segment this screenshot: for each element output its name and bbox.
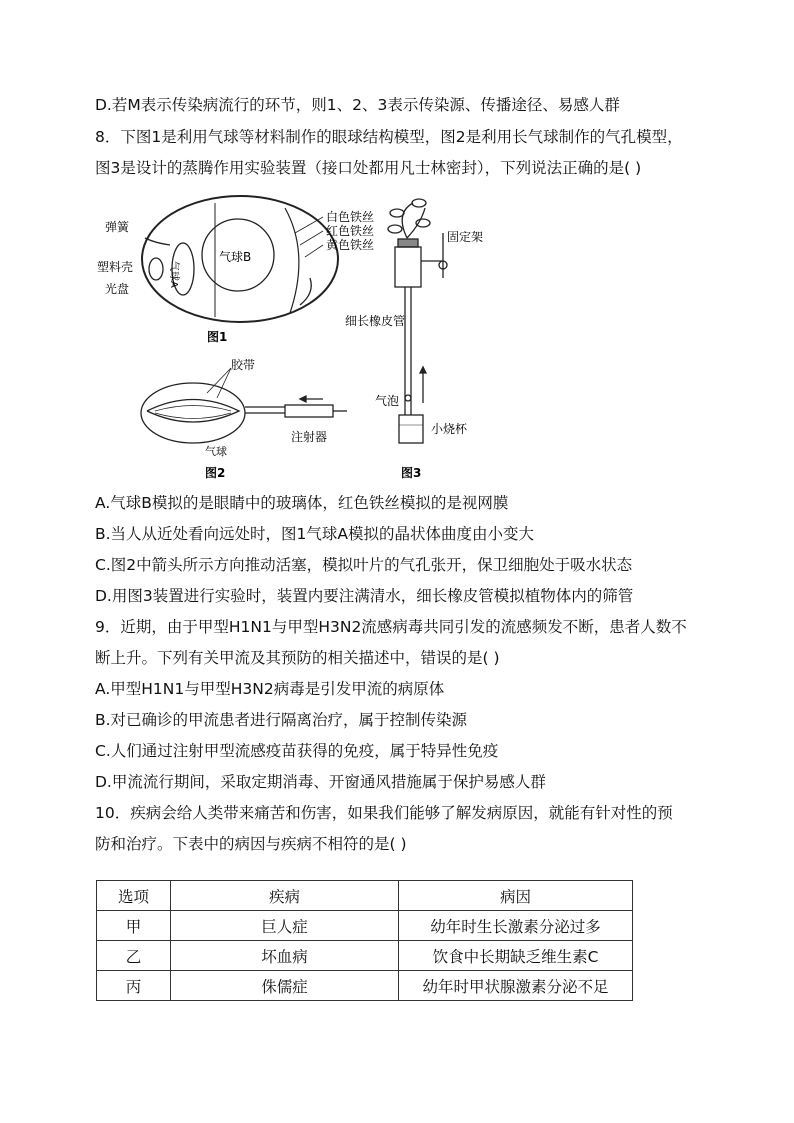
question-8-stem-1: 8．下图1是利用气球等材料制作的眼球结构模型，图2是利用长气球制作的气孔模型，: [95, 128, 683, 146]
header-option: 选项: [97, 881, 171, 911]
cell-option: 乙: [97, 941, 171, 971]
label-disc: 光盘: [105, 282, 130, 296]
label-bubble: 气泡: [375, 394, 400, 408]
question-10-stem-1: 10．疾病会给人类带来痛苦和伤害，如果我们能够了解发病原因，就能有针对性的预: [95, 804, 673, 822]
question-9-stem-2: 断上升。下列有关甲流及其预防的相关描述中，错误的是( ): [95, 649, 500, 667]
label-balloon-a: 气球A: [168, 261, 179, 288]
table-row: [97, 941, 633, 971]
label-spring: 弹簧: [105, 220, 130, 234]
question-8-figures: [95, 193, 515, 483]
label-tape: 胶带: [231, 358, 256, 372]
option-9b: B.对已确诊的甲流患者进行隔离治疗，属于控制传染源: [95, 711, 468, 729]
header-cause: 病因: [399, 881, 633, 911]
label-red-wire: 红色铁丝: [326, 224, 375, 238]
option-8d-prev: D.若M表示传染病流行的环节，则1、2、3表示传染源、传播途径、易感人群: [95, 96, 620, 114]
table-header-row: [97, 881, 633, 911]
option-8c: C.图2中箭头所示方向推动活塞，模拟叶片的气孔张开，保卫细胞处于吸水状态: [95, 556, 633, 574]
label-balloon-b: 气球B: [219, 250, 252, 264]
cell-option: 丙: [97, 971, 171, 1001]
label-balloon: 气球: [205, 445, 227, 458]
option-9a: A.甲型H1N1与甲型H3N2病毒是引发甲流的病原体: [95, 680, 445, 698]
question-9-stem-1: 9．近期，由于甲型H1N1与甲型H3N2流感病毒共同引发的流感频发不断，患者人数不: [95, 618, 687, 636]
label-beaker: 小烧杯: [431, 422, 468, 436]
table-row: [97, 911, 633, 941]
label-tube: 细长橡皮管: [345, 314, 406, 328]
header-disease: 疾病: [171, 881, 399, 911]
option-9d: D.甲流流行期间，采取定期消毒、开窗通风措施属于保护易感人群: [95, 773, 546, 791]
cell-disease: 巨人症: [171, 911, 399, 941]
caption-figure-2: 图2: [205, 466, 226, 480]
cell-disease: 坏血病: [171, 941, 399, 971]
label-syringe: 注射器: [291, 430, 328, 444]
option-8b: B.当人从近处看向远处时，图1气球A模拟的晶状体曲度由小变大: [95, 525, 535, 543]
cell-cause: 饮食中长期缺乏维生素C: [399, 941, 633, 971]
cell-option: 甲: [97, 911, 171, 941]
option-9c: C.人们通过注射甲型流感疫苗获得的免疫，属于特异性免疫: [95, 742, 499, 760]
caption-figure-3: 图3: [401, 466, 422, 480]
caption-figure-1: 图1: [207, 330, 228, 344]
label-stand: 固定架: [447, 230, 484, 244]
question-8-stem-2: 图3是设计的蒸腾作用实验装置（接口处都用凡士林密封），下列说法正确的是( ): [95, 159, 642, 177]
table-row: [97, 971, 633, 1001]
label-yellow-wire: 黄色铁丝: [326, 238, 375, 252]
cell-cause: 幼年时生长激素分泌过多: [399, 911, 633, 941]
option-8d: D.用图3装置进行实验时，装置内要注满清水，细长橡皮管模拟植物体内的筛管: [95, 587, 634, 605]
disease-table: [96, 880, 633, 1001]
question-10-stem-2: 防和治疗。下表中的病因与疾病不相符的是( ): [95, 835, 407, 853]
label-white-wire: 白色铁丝: [326, 210, 375, 224]
cell-cause: 幼年时甲状腺激素分泌不足: [399, 971, 633, 1001]
option-8a: A.气球B模拟的是眼睛中的玻璃体，红色铁丝模拟的是视网膜: [95, 494, 509, 512]
label-plastic-shell: 塑料壳: [97, 260, 134, 274]
cell-disease: 侏儒症: [171, 971, 399, 1001]
